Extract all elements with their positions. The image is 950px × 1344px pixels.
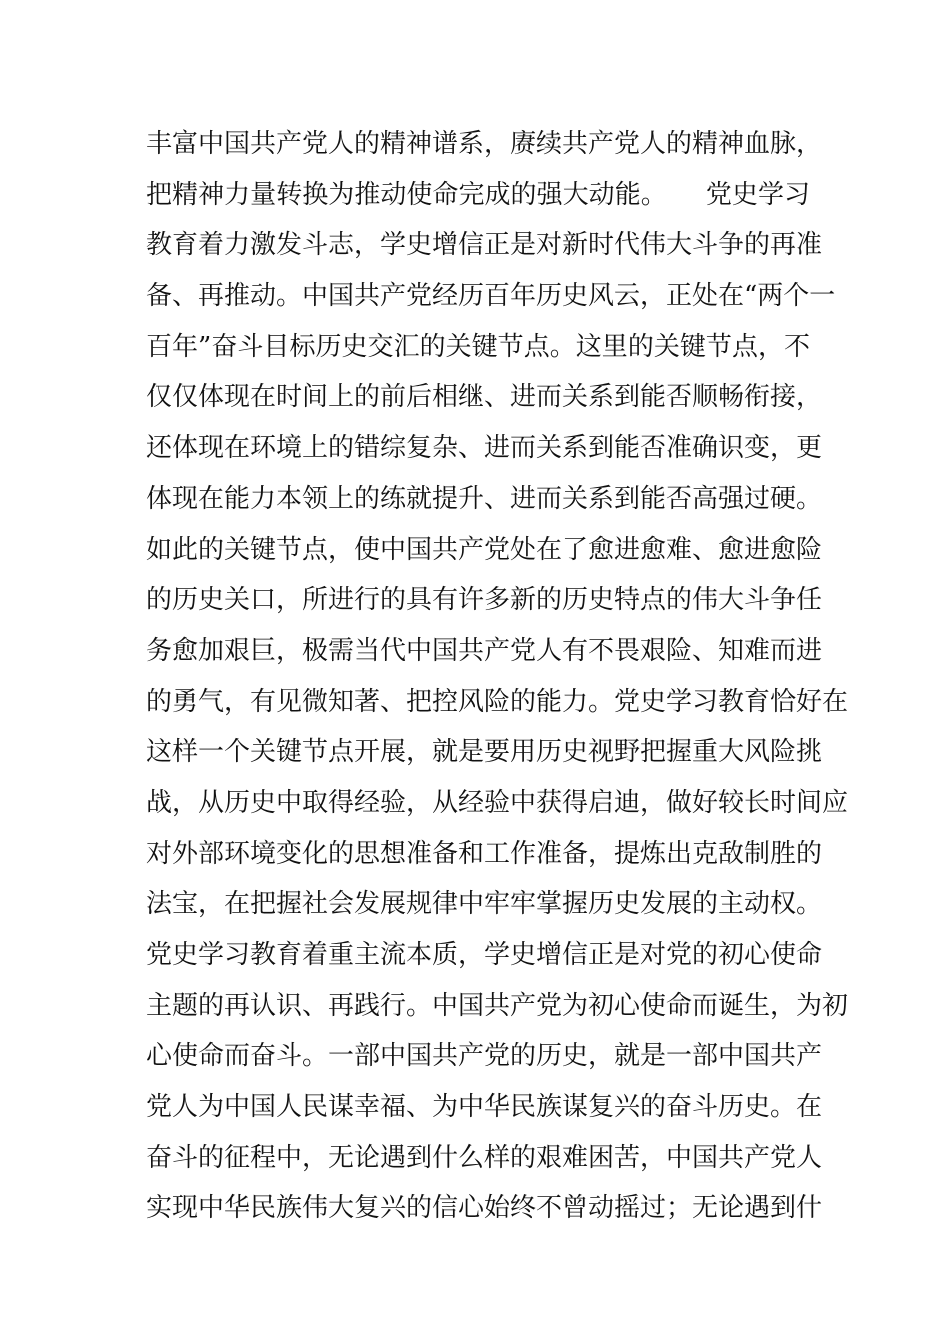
text-line: 主题的再认识、再践行。中国共产党为初心使命而诞生，为初 — [146, 990, 849, 1021]
text-line: 党史学习教育着重主流本质，学史增信正是对党的初心使命 — [146, 940, 823, 970]
text-line: 法宝，在把握社会发展规律中牢牢掌握历史发展的主动权。 — [146, 889, 823, 920]
text-line: 体现在能力本领上的练就提升、进而关系到能否高强过硬。 — [146, 483, 823, 514]
text-line: 如此的关键节点，使中国共产党处在了愈进愈难、愈进愈险 — [146, 534, 823, 565]
text-line: 战，从历史中取得经验，从经验中获得启迪，做好较长时间应 — [146, 787, 849, 818]
text-line: 实现中华民族伟大复兴的信心始终不曾动摇过；无论遇到什 — [146, 1193, 823, 1224]
text-line: 备、再推动。中国共产党经历百年历史风云，正处在“两个一 — [146, 281, 836, 312]
text-line: 丰富中国共产党人的精神谱系，赓续共产党人的精神血脉， — [146, 129, 823, 159]
text-line: 的勇气，有见微知著、把控风险的能力。党史学习教育恰好在 — [146, 686, 849, 717]
text-line: 仅仅体现在时间上的前后相继、进而关系到能否顺畅衔接， — [146, 382, 823, 413]
text-line: 的历史关口，所进行的具有许多新的历史特点的伟大斗争任 — [146, 585, 823, 616]
text-line: 教育着力激发斗志，学史增信正是对新时代伟大斗争的再准 — [146, 230, 823, 261]
text-line: 对外部环境变化的思想准备和工作准备，提炼出克敌制胜的 — [146, 838, 823, 869]
text-line: 把精神力量转换为推动使命完成的强大动能。 党史学习 — [146, 179, 810, 210]
text-line: 心使命而奋斗。一部中国共产党的历史，就是一部中国共产 — [146, 1041, 823, 1072]
text-line: 还体现在环境上的错综复杂、进而关系到能否准确识变，更 — [146, 433, 823, 464]
text-line: 这样一个关键节点开展，就是要用历史视野把握重大风险挑 — [146, 737, 823, 768]
text-line: 务愈加艰巨，极需当代中国共产党人有不畏艰险、知难而进 — [146, 635, 823, 666]
text-line: 百年”奋斗目标历史交汇的关键节点。这里的关键节点，不 — [146, 331, 810, 362]
text-line: 党人为中国人民谋幸福、为中华民族谋复兴的奋斗历史。在 — [146, 1092, 823, 1123]
body-text — [146, 124, 849, 1239]
text-line: 奋斗的征程中，无论遇到什么样的艰难困苦，中国共产党人 — [146, 1142, 823, 1173]
